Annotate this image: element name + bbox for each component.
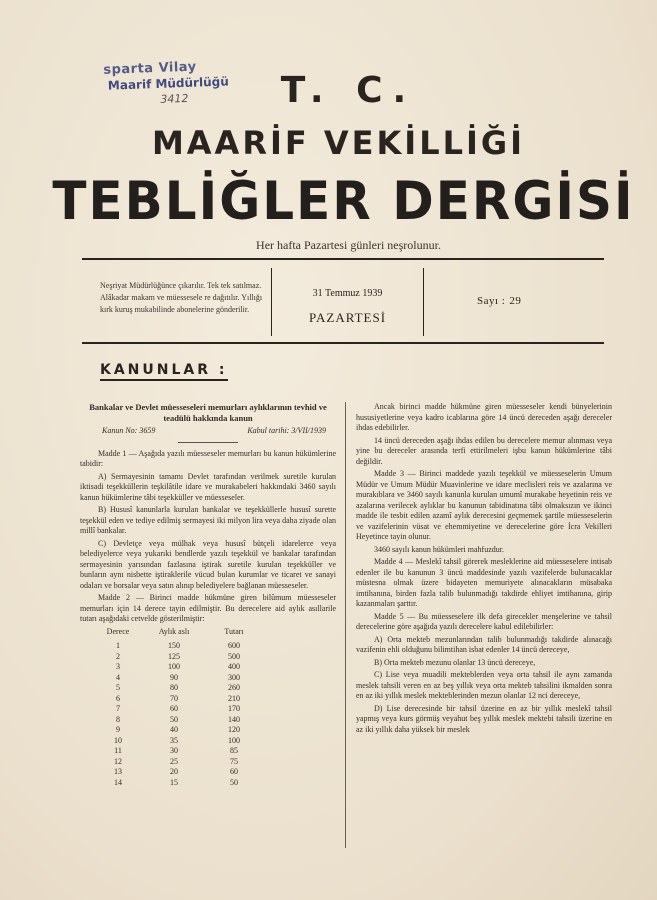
grade-cell: 8 [116, 714, 120, 724]
total-cell: 60 [230, 767, 238, 776]
paragraph: Madde 1 — Aşağıda yazılı müesseseler memurları bu kanun hükümlerine tabidir: [80, 448, 336, 468]
issue-date-box [272, 268, 424, 336]
total-cell: 170 [228, 704, 240, 713]
grade-cell: 2 [116, 651, 120, 661]
paragraph: B) Orta mekteb mezunu olanlar 13 üncü dereceye, [374, 657, 536, 667]
table-row [92, 725, 264, 736]
paragraph: C) Lise veya muadili mekteblerden veya orta tahsil ile aynı zamanda meslek tahsili veren en az beş yıllık veya orta mekteb tahsilini ikmalden sonra en az iki yıllık meslek mekteblerinden mezun olanlar 12 nci dereceye, [356, 670, 612, 700]
grade-cell: 7 [116, 704, 120, 713]
left-column [80, 402, 336, 788]
article-title: Bankalar ve Devlet müesseseleri memurları aylıklarının tevhid ve teadülü hakkında kanun [89, 402, 327, 423]
base-salary-cell: 100 [168, 662, 180, 671]
grade-cell: 1 [116, 641, 120, 650]
paragraph: A) Orta mekteb mezunlarından talib bulunmadığı takdirde alınacağı vazifenin ehli olduğunu bilimtihan isbat edenler 14 üncü dereceye, [356, 634, 612, 654]
base-salary-cell: 15 [170, 777, 178, 787]
publication-frequency: Her hafta Pazartesi günleri neşrolunur. [256, 238, 441, 252]
table-row [92, 757, 264, 768]
table-header: Tutarı [224, 626, 244, 636]
acceptance-date: Kabul tarihi: 3/VII/1939 [247, 426, 326, 435]
base-salary-cell: 80 [170, 683, 178, 692]
grade-cell: 11 [114, 746, 122, 755]
paragraph: Madde 2 — Birinci madde hükmüne giren bilûmum müesseseler memurları için 14 derece tayin edilmiştir. Bu derecelere aid aylık asıllarile tutarı aşağıdaki cetvelde gösterilmiştir: [80, 593, 336, 623]
right-column [356, 402, 612, 737]
grade-cell: 13 [114, 767, 122, 776]
header-ministry: MAARİF VEKİLLİĞİ [151, 124, 526, 162]
issue-label: Sayı : [477, 295, 506, 307]
salary-grade-table [92, 627, 264, 789]
table-row [92, 652, 264, 663]
base-salary-cell: 40 [170, 725, 178, 734]
paragraph: A) Sermayesinin tamamı Devlet tarafından verilmek suretile kurulan iktisadi teşekküllerin teşkilâtile idare ve murakabeleri hakkındaki 3460 sayılı kanun hükümlerine tâbi teşekküller ve müesseseler. [80, 471, 336, 502]
base-salary-cell: 25 [170, 756, 178, 766]
total-cell: 140 [228, 714, 240, 724]
total-cell: 75 [230, 756, 238, 766]
total-cell: 600 [228, 641, 240, 650]
grade-cell: 10 [114, 735, 122, 745]
paragraph: 14 üncü dereceden aşağı ihdas edilen bu derecelere memur alınması veya yine bu dereceler arasında terfi ettirilmeleri işbu kanun hükümlerine tâbi değildir. [356, 435, 612, 466]
article-meta [80, 426, 336, 437]
total-cell: 50 [230, 777, 238, 787]
paragraph: 3460 sayılı kanun hükümleri mahfuzdur. [374, 544, 504, 554]
journal-title: TEBLİĞLER DERGİSİ [52, 170, 635, 232]
table-row [92, 673, 264, 684]
base-salary-cell: 90 [170, 672, 178, 682]
grade-cell: 3 [116, 662, 120, 671]
base-salary-cell: 60 [170, 704, 178, 713]
table-row [92, 694, 264, 705]
table-row [92, 715, 264, 726]
column-divider [345, 402, 346, 848]
publisher-notice: Neşriyat Müdürlüğünce çıkarılır. Tek tek satılmaz. Alâkadar makam ve müessesele re dağıtılır. Yıllığı kırk kuruş mukabilinde abonelerine gönderilir. [82, 268, 272, 336]
total-cell: 300 [228, 672, 240, 682]
table-row [92, 736, 264, 747]
table-row [92, 704, 264, 715]
law-number: Kanun No: 3659 [102, 426, 156, 435]
grade-cell: 6 [116, 693, 120, 703]
section-heading: KANUNLAR : [100, 362, 228, 381]
stamp-handwritten-number: 3412 [160, 91, 189, 106]
paragraph: Madde 3 — Birinci maddede yazılı teşekkül ve müesseselerin Umum Müdür ve Umum Müdür Muavinlerine ve idare meclisleri reis ve azalarına ve murakıblara ve 3460 sayılı kanunla kurulan umumî murakabe heyetinin reis ve azalarına verilecek aylıklar bu kanunun tabidinatına tâbi olmaksızın ve ikinci madde ile tesbit edilen azamî aylık derecesini geçmemek şartile müesseselerin ve vazifelerinin vüsat ve ehemmiyetine ve derecelerine göre İcra Vekilleri Heyetince tayin olunur. [356, 469, 612, 541]
divider [178, 442, 238, 443]
table-header: Aylık aslı [158, 626, 190, 636]
base-salary-cell: 125 [168, 651, 180, 661]
grade-cell: 5 [116, 683, 120, 692]
grade-cell: 14 [114, 777, 122, 787]
total-cell: 500 [228, 651, 240, 661]
table-row [92, 641, 264, 652]
total-cell: 400 [228, 662, 240, 671]
grade-cell: 12 [114, 756, 122, 766]
stamp-line-1: sparta Vilay [103, 59, 197, 78]
paragraph: D) Lise derecesinde bir tahsil üzerine en az bir yıllık meslekî tahsil yapmış veya kurs görmüş veyahut beş yıllık meslek mektebi tahsili üzerine en az iki yıllık daha yüksek bir meslek [356, 703, 612, 734]
header-tc: T. C. [280, 70, 417, 111]
base-salary-cell: 70 [170, 693, 178, 703]
base-salary-cell: 35 [170, 735, 178, 745]
total-cell: 210 [228, 693, 240, 703]
table-header: Derece [106, 626, 130, 636]
total-cell: 120 [228, 725, 240, 734]
masthead-info-box [82, 258, 604, 344]
total-cell: 260 [228, 683, 240, 692]
table-row [92, 683, 264, 694]
paragraph: C) Devletçe veya mülhak veya hususî bütçeli idarelerce veya belediyelerce veya yukarıki bendlerde yazılı teşekkül ve bankalar tarafından sermayesinin yarısından fazlasına iştirak suretile kurulan teşekküller ve bunların aynı nisbette iştiraklerile vücud bulan kurumlar ve ticaret ve sanayi odaları ve borsalar veya satın alınıp belediyelere bağlanan müesseseler. [80, 538, 336, 590]
issue-number-box [477, 295, 521, 307]
base-salary-cell: 50 [170, 714, 178, 724]
table-row [92, 767, 264, 778]
table-row [92, 662, 264, 673]
base-salary-cell: 150 [168, 641, 180, 650]
issue-weekday: PAZARTESİ [308, 310, 387, 325]
issue-date: 31 Temmuz 1939 [312, 288, 383, 299]
grade-cell: 4 [116, 672, 120, 682]
total-cell: 100 [228, 735, 240, 745]
table-row [92, 778, 264, 789]
paragraph: B) Hususî kanunlarla kurulan bankalar ve teşekküllerle hususî surette teşekkül eden ve tediye edilmiş sermayesi iki milyon lira veya daha ziyade olan millî bankalar. [80, 505, 336, 535]
table-row [92, 746, 264, 757]
stamp-line-2: Maarif Müdürlüğü [107, 74, 229, 93]
paragraph: Madde 4 — Meslekî tahsil görerek mesleklerine aid müesseselere intisab edenler ile bu kanunun 3 üncü maddesinde yazılı vazifelerde bulunacaklar müstesna olmak üzere bidayeten memuriyete alınacakların müsabaka imtihanına, birden fazla talib bulunmadığı takdirde ehliyet imtihanına, girip kazanmaları şarttır. [356, 557, 612, 608]
base-salary-cell: 30 [170, 746, 178, 755]
paragraph: Ancak birinci madde hükmüne giren müesseseler kendi bünyelerinin hususiyetlerine veya kadro icablarına göre 14 üncü dereceden aşağı dereceler ihdas edebilirler. [356, 402, 612, 432]
paragraph: Madde 5 — Bu müesseselere ilk defa girecekler menşelerine ve tahsil derecelerine göre aşağıda yazılı derecelere kabul edilebilirler: [356, 611, 612, 631]
issue-number: 29 [509, 295, 522, 307]
total-cell: 85 [230, 746, 238, 755]
base-salary-cell: 20 [170, 767, 178, 776]
grade-cell: 9 [116, 725, 120, 734]
